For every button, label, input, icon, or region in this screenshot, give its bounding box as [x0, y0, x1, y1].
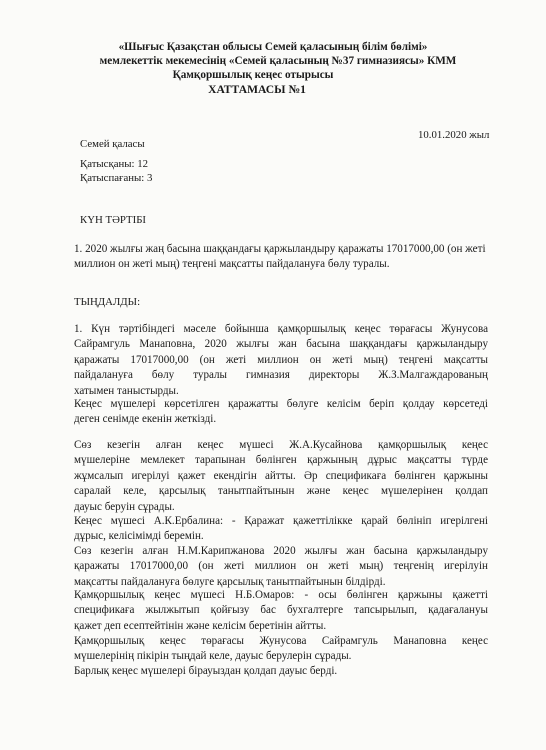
document-title: ХАТТАМАСЫ №1 [208, 82, 306, 96]
text-line: Қамқоршылық кеңес төрағасы Жунусова Сайрамгуль Манаповна кеңес [74, 635, 488, 647]
text-line: 1. Күн тәртібіндегі мәселе бойынша қамқоршылық кеңес төрағасы Жунусова [74, 323, 488, 335]
absent-count: Қатыспағаны: 3 [80, 172, 153, 184]
document-header [0, 40, 546, 97]
date: 10.01.2020 жыл [418, 129, 490, 141]
text-line: бөлу туралы. [327, 258, 390, 271]
heard-title: ТЫҢДАЛДЫ: [74, 296, 141, 308]
header-line-3: Қамқоршылық кеңес отырысы [172, 69, 334, 82]
paragraph-8 [74, 664, 488, 679]
text-line: саралай келе, қарсылық танытпайтынын және кеңес мүшелерінен қолдап [74, 485, 488, 498]
text-line: деген сенімде екенін жеткізді. [74, 413, 217, 426]
attended-count: Қатысқаны: 12 [80, 158, 149, 170]
header-line-2: мемлекеттік мекемесінің «Семей қаласының №37 гимназиясы» КММ [99, 55, 457, 68]
paragraph-7 [74, 634, 488, 665]
paragraph-1 [74, 322, 488, 399]
text-line: пайдалануға бөлу туралы гимназия директоры Ж.З.Малгаждарованың [74, 369, 488, 382]
header-line-1: «Шығыс Қазақстан облысы Семей қаласының білім бөлімі» [118, 41, 428, 53]
text-line: мақсатты пайдалануға бөлуге қарсылық танытпайтынын білдірді. [74, 575, 386, 588]
text-line: дауыс беруін сұрады. [74, 500, 175, 513]
agenda-item-1 [74, 242, 488, 272]
text-line: Кеңес мүшелері көрсетілген қаражатты бөлуге келісім беріп қолдау көрсетеді [74, 398, 488, 410]
text-line: Барлық кеңес мүшелері бірауыздан қолдап дауыс берді. [74, 665, 338, 677]
text-line: мүшелерінің пікірін тыңдай келе, дауыс берулерін сұрады. [74, 650, 352, 663]
text-line: хатымен таныстырды. [74, 384, 179, 397]
text-line: Сөз кезегін алған Н.М.Карипжанова 2020 жылғы жан басына қаржыландыру [74, 545, 488, 557]
paragraph-4 [74, 514, 488, 545]
text-line: дұрыс, келісімімді беремін. [74, 530, 204, 543]
text-line: Кеңес мүшесі А.К.Ербалина: - Қаражат қажеттілікке қарай бөлініп игерілгені [74, 515, 488, 527]
text-line: қажет деп есептейтінін және келісім беретінін айтты. [74, 619, 327, 632]
agenda-title: КҮН ТӘРТІБІ [80, 214, 147, 226]
city: Семей қаласы [80, 138, 145, 150]
paragraph-6 [74, 588, 488, 634]
text-line: Сайрамгуль Манаповна, 2020 жылғы жан басына шаққандағы қаржыландыру [74, 338, 488, 351]
paragraph-2 [74, 397, 488, 428]
paragraph-3 [74, 438, 488, 515]
text-line: спецификаға жылжытып қойғызу бас бухгалтерге тапсырылып, қадағалануы [74, 604, 488, 617]
text-line: 17017000,00 (он жеті миллион он жеті мың) теңгені мақсатты пайдалануға [74, 243, 486, 271]
text-line: Сөз кезегін алған кеңес мүшесі Ж.А.Кусайнова қамқоршылық кеңес [74, 439, 488, 451]
text-line: қаражаты 17017000,00 (он жеті миллион он жеті мың) теңгені мақсатты [74, 353, 488, 366]
text-line: 1. 2020 жылғы жаң басына шаққандағы қаржыландыру қаражаты [74, 243, 384, 255]
text-line: Қамқоршылық кеңес мүшесі Н.Б.Омаров: - осы бөлінген қаржыны қажетті [74, 589, 488, 601]
text-line: қаражаты 17017000,00 (он жеті миллион он жеті мың) теңгенің игерілуін [74, 560, 488, 573]
text-line: мүшелеріне мемлекет тарапынан бөлінген қаржының дұрыс мақсатты түрде [74, 454, 488, 467]
text-line: жұмсалып игерілуі қажет екендігін айтты. Әр спецификаға бөлінген қаржыны [74, 469, 488, 482]
paragraph-5 [74, 544, 488, 590]
